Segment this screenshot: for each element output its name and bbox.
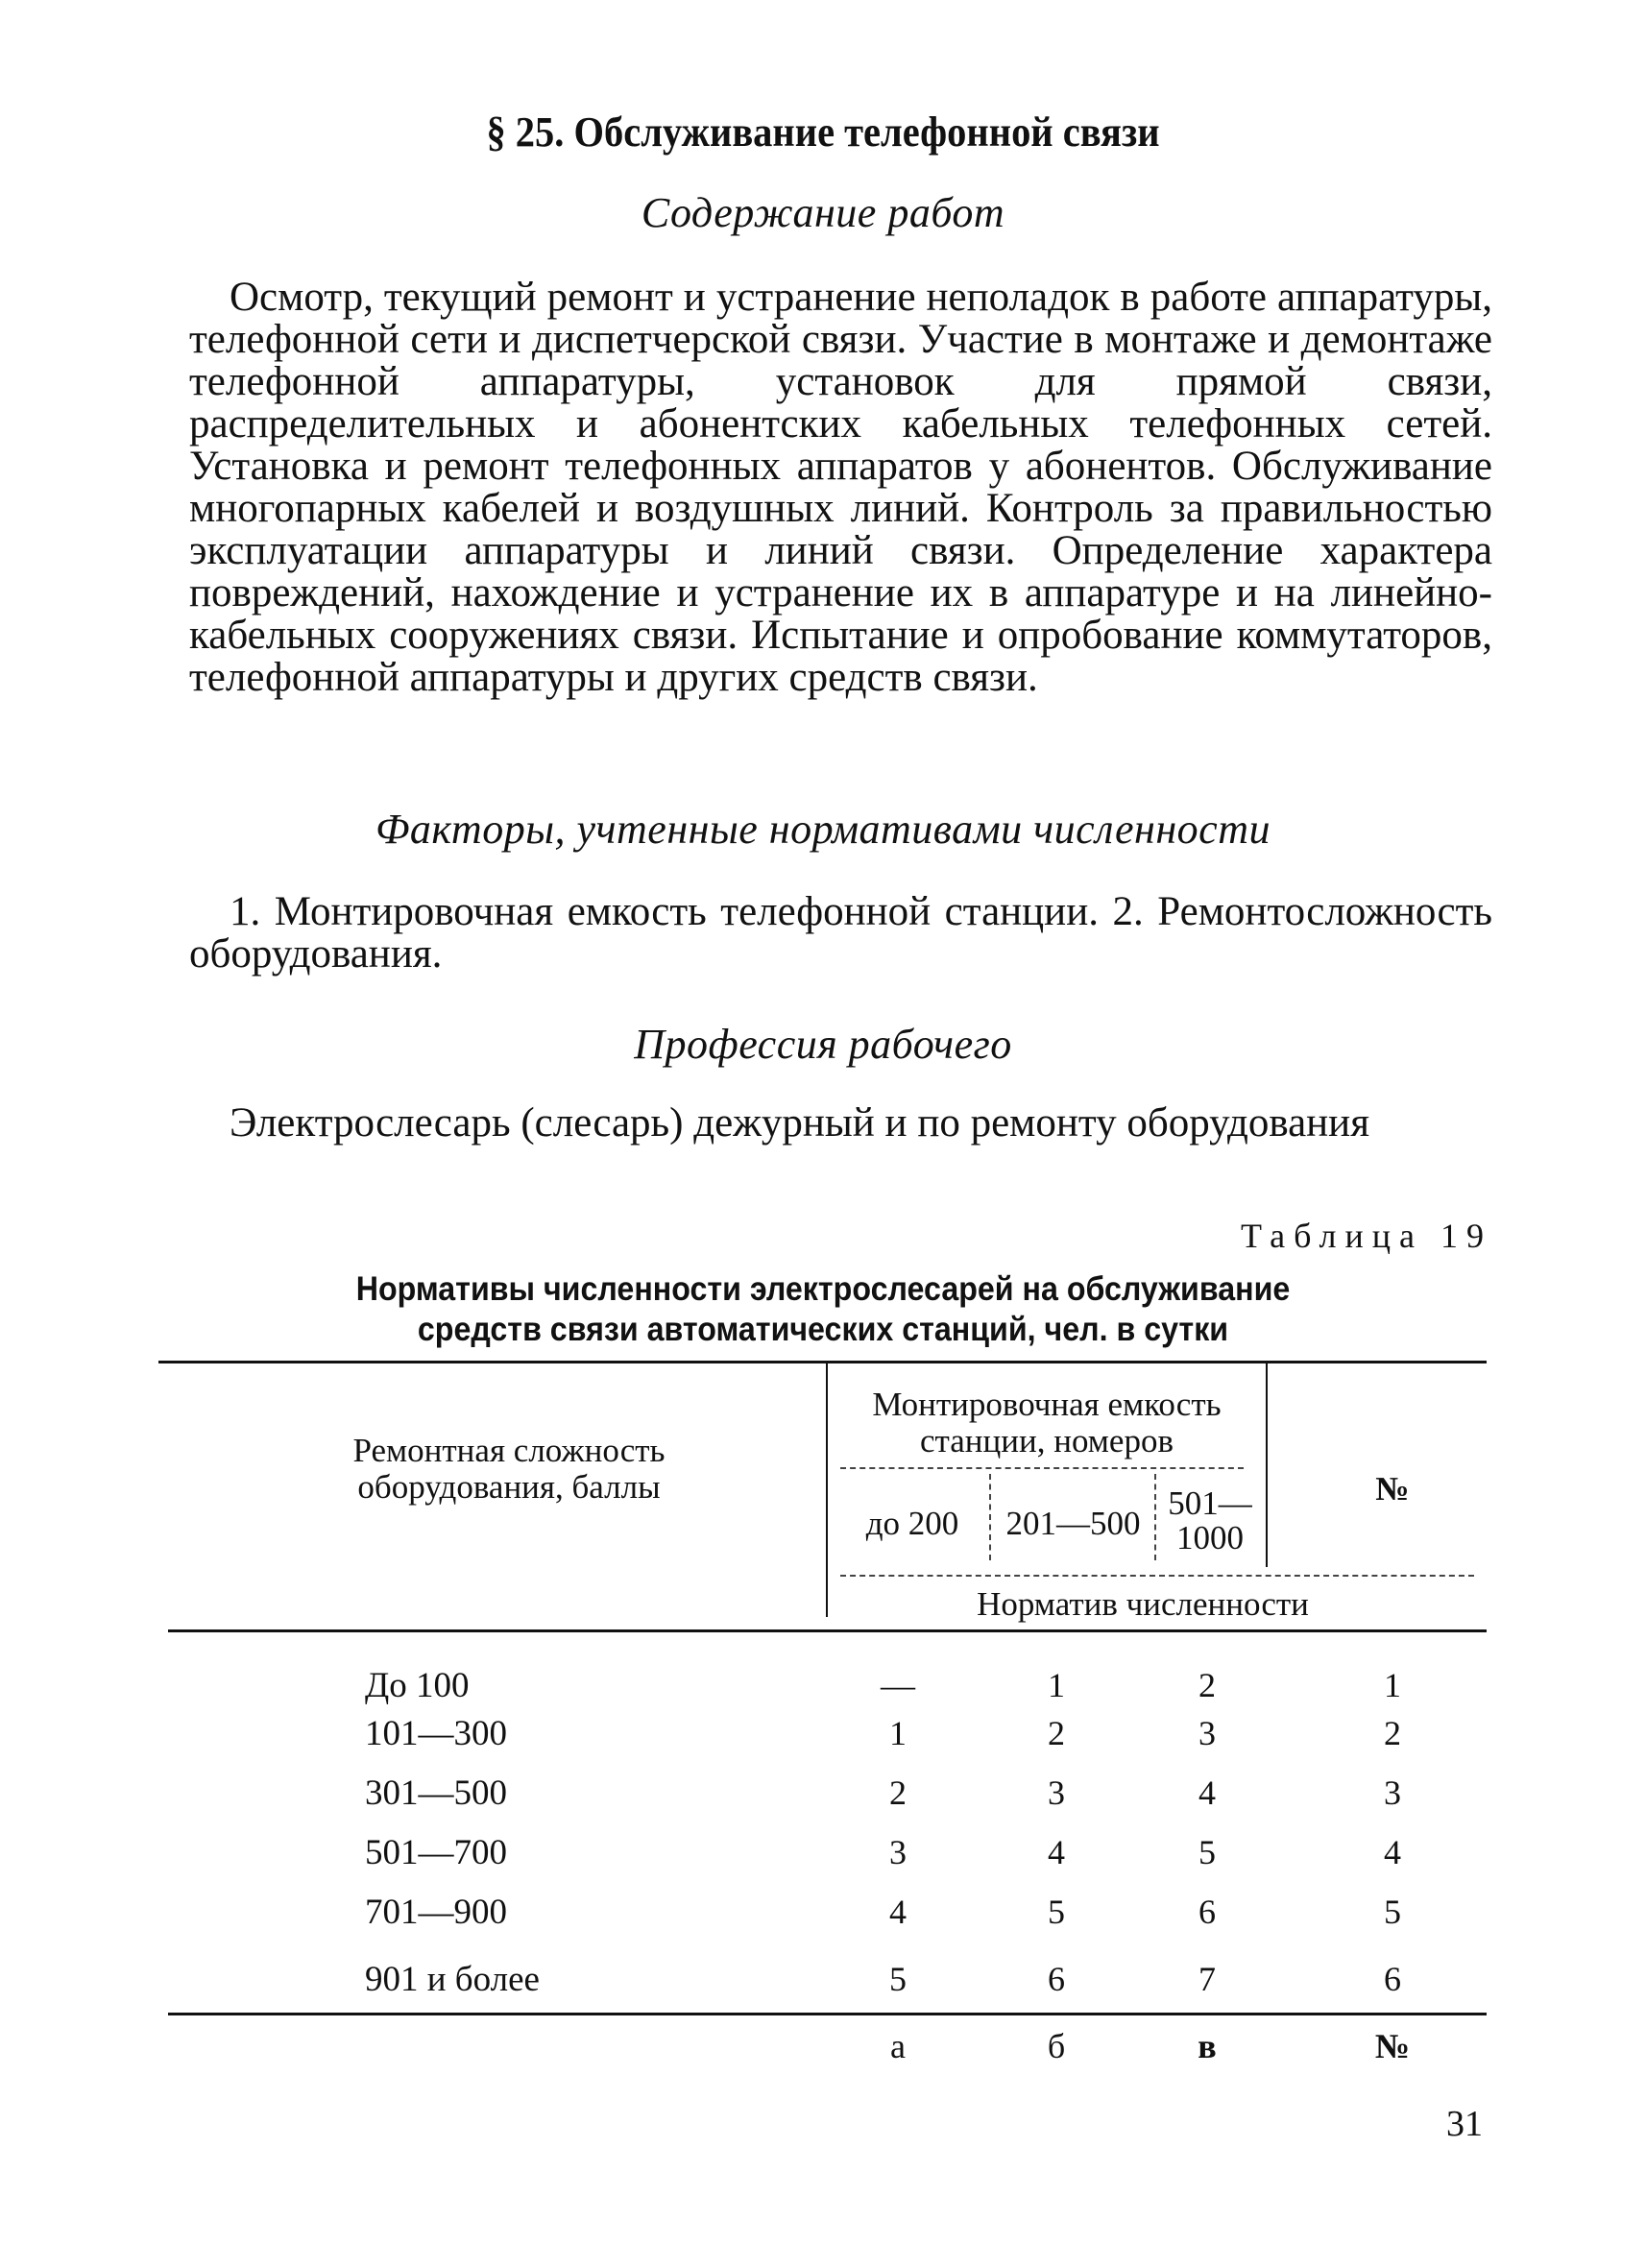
row-value-a: 4 (889, 1893, 907, 1931)
sub-col-header-3 (1157, 1486, 1263, 1556)
row-value-b: 1 (1048, 1666, 1065, 1704)
group-header-rule (840, 1467, 1244, 1469)
table-header-rule (168, 1629, 1487, 1632)
factors-paragraph: 1. Монтировочная емкость телефонной станции. 2. Ремонтосложность оборудования. (189, 889, 1492, 977)
table-divider-right (1266, 1363, 1268, 1567)
row-value-b: 6 (1048, 1960, 1065, 1998)
row-value-a: 2 (889, 1773, 907, 1812)
table-label: Таблица 19 (1241, 1217, 1492, 1255)
profession-paragraph: Электрослесарь (слесарь) дежурный и по ремонту оборудования (230, 1100, 1369, 1146)
profession-heading: Профессия рабочего (634, 1021, 1012, 1068)
sub-col-header-1: до 200 (865, 1505, 959, 1542)
row-value-c: 4 (1198, 1773, 1216, 1812)
row-value-n: 4 (1384, 1833, 1401, 1871)
content-paragraph: Осмотр, текущий ремонт и устранение неполадок в работе аппаратуры, телефонной сети и диспетчерской связи. Участие в монтаже и демонтаже телефонной аппаратуры, установок для прямой связи, распределительных и абонентских кабельных телефонных сетей. Установка и ремонт телефонных аппаратов у абонентов. Обслуживание многопарных кабелей и воздушных линий. Контроль за правильностью эксплуатации аппаратуры и линий связи. Определение характера повреждений, нахождение и устранение их в аппаратуре и на линейно-кабельных сооружениях связи. Испытание и опробование коммутаторов, телефонной аппаратуры и других средств связи. (189, 275, 1492, 700)
row-label: 901 и более (365, 1960, 540, 1999)
factors-heading: Факторы, учтенные нормативами численности (375, 806, 1271, 853)
col-header-complexity (288, 1433, 730, 1506)
row-value-c: 5 (1198, 1833, 1216, 1871)
group-header-capacity-line-2: станции, номеров (920, 1422, 1174, 1460)
row-value-n: 2 (1384, 1714, 1401, 1752)
footer-col-n: № (1374, 2027, 1411, 2065)
sub-col-header-3-line-2: 1000 (1176, 1519, 1244, 1556)
row-value-n: 1 (1384, 1666, 1401, 1704)
table-caption (66, 1269, 1581, 1350)
row-value-b: 2 (1048, 1714, 1065, 1752)
row-label: До 100 (365, 1666, 470, 1705)
table-caption-line-2: средств связи автоматических станций, чел. в сутки (417, 1311, 1229, 1348)
row-value-a: 5 (889, 1960, 907, 1998)
col-header-complexity-line-2: оборудования, баллы (357, 1468, 661, 1506)
row-value-c: 2 (1198, 1666, 1216, 1704)
footer-col-a: а (890, 2027, 906, 2065)
col-header-complexity-line-1: Ремонтная сложность (352, 1432, 666, 1469)
row-label: 501—700 (365, 1833, 507, 1872)
sub-col-divider-2 (1154, 1474, 1156, 1560)
row-value-n: 6 (1384, 1960, 1401, 1998)
sub-col-divider-1 (989, 1474, 991, 1560)
row-label: 701—900 (365, 1893, 507, 1932)
table-bottom-rule (168, 2013, 1487, 2015)
row-value-b: 4 (1048, 1833, 1065, 1871)
footer-col-b: б (1047, 2027, 1066, 2065)
group-header-capacity-line-1: Монтировочная емкость (872, 1386, 1222, 1423)
norm-header-rule (840, 1575, 1474, 1577)
row-value-n: 3 (1384, 1773, 1401, 1812)
row-value-c: 7 (1198, 1960, 1216, 1998)
group-header-capacity (835, 1387, 1258, 1460)
table-caption-line-1: Нормативы численности электрослесарей на обслуживание (355, 1270, 1291, 1308)
row-value-n: 5 (1384, 1893, 1401, 1931)
sub-col-header-2: 201—500 (1005, 1505, 1141, 1542)
content-heading: Содержание работ (641, 189, 1005, 236)
row-value-a: 1 (889, 1714, 907, 1752)
row-value-b: 3 (1048, 1773, 1065, 1812)
row-value-c: 6 (1198, 1893, 1216, 1931)
row-label: 101—300 (365, 1714, 507, 1753)
row-value-c: 3 (1198, 1714, 1216, 1752)
row-value-a: 3 (889, 1833, 907, 1871)
row-label: 301—500 (365, 1773, 507, 1813)
table-top-rule (158, 1361, 1487, 1363)
sub-col-header-3-line-1: 501— (1168, 1484, 1252, 1522)
row-value-a: — (881, 1666, 915, 1704)
section-title: § 25. Обслуживание телефонной связи (486, 109, 1160, 156)
num-col-header: № (1375, 1470, 1410, 1508)
row-value-b: 5 (1048, 1893, 1065, 1931)
footer-col-c: в (1198, 2027, 1217, 2065)
norm-header: Норматив численности (977, 1585, 1309, 1623)
page-number: 31 (1446, 2104, 1483, 2144)
table-divider-left (826, 1363, 828, 1617)
